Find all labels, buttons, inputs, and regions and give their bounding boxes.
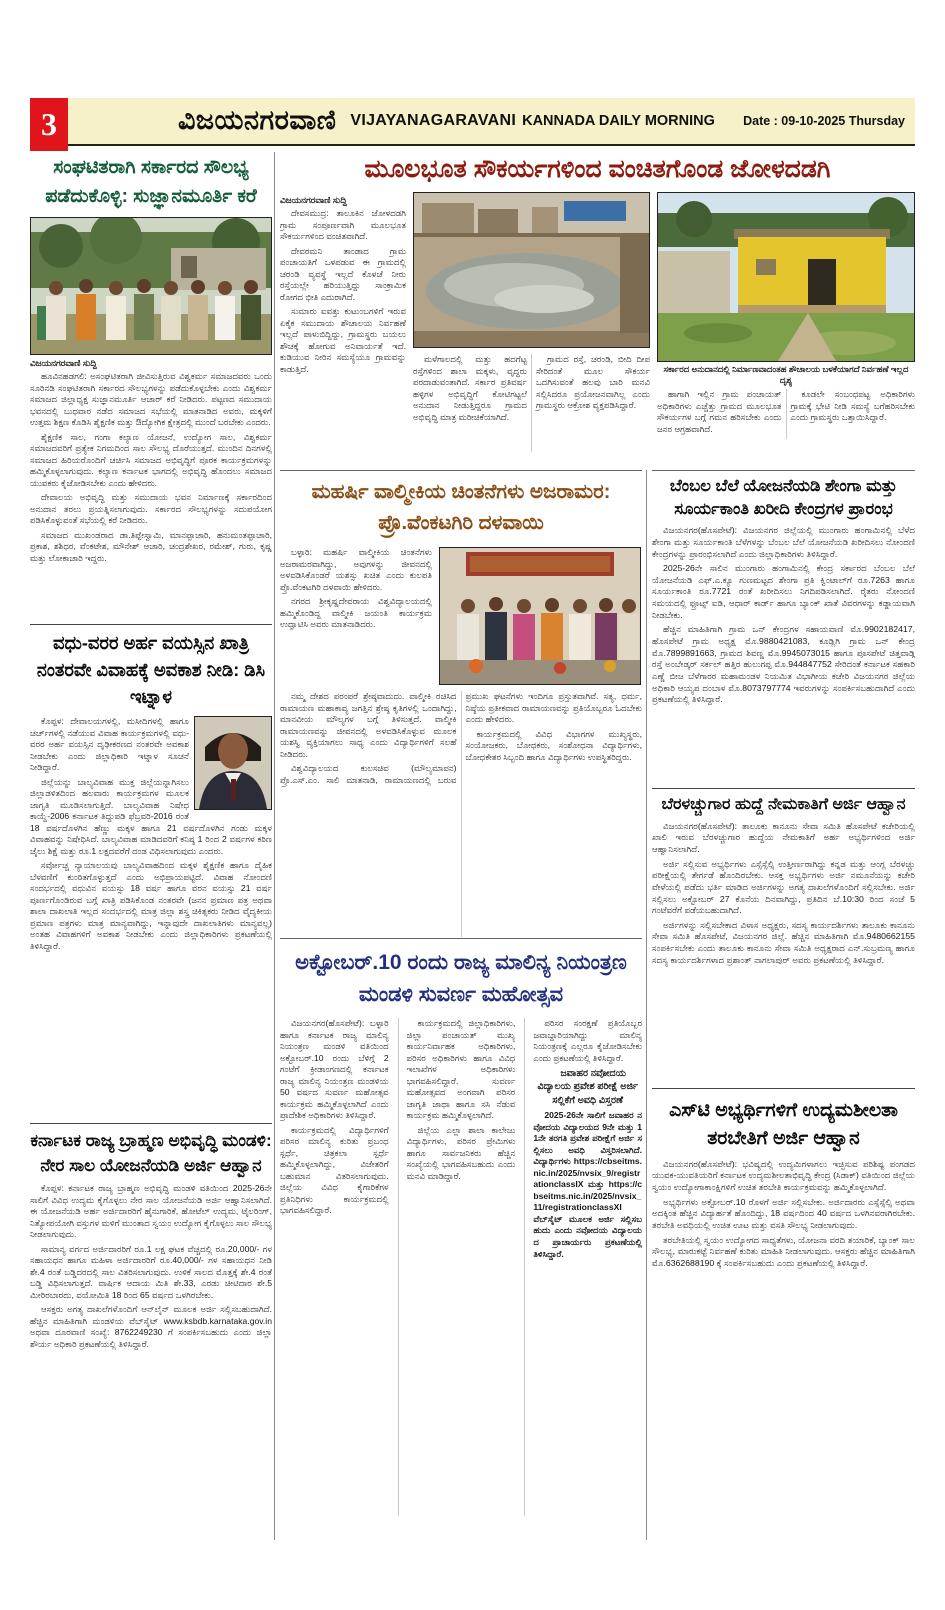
section-divider <box>30 1123 272 1124</box>
valmiki-article <box>280 470 642 937</box>
paragraph: ದೇವಾಲಯ ಅಭಿವೃದ್ಧಿ ಮತ್ತು ಸಮುದಾಯ ಭವನ ನಿರ್ಮಾಣಕ್ಕೆ ಸರ್ಕಾರದಿಂದ ಅನುದಾನ ತರಲು ಪ್ರಯತ್ನಿಸಲಾಗುವುದು. ಸರ್ಕಾರದ ಸೌಲಭ್ಯಗಳನ್ನು ಸದುಪಯೋಗ ಪಡಿಸಿಕೊಳ್ಳುವಂತೆ ಸಭೆಯಲ್ಲಿ ಕರೆ ನೀಡಿದರು. <box>30 492 272 526</box>
paragraph: ವಿಶ್ವವಿದ್ಯಾಲಯದ ಕುಲಸಚಿವ (ಮೌಲ್ಯಮಾಪನ) ಪ್ರೊ.ಎಸ್.ಎಂ. ಸಾಲಿ ಮಾತನಾಡಿ, ರಾಮಾಯಣದಲ್ಲಿ ಬರುವ ಪ್ರಮುಖ ಘಟನೆಗಳು ಇಂದಿಗೂ ಪ್ರಸ್ತುತವಾಗಿವೆ. ಸತ್ಯ, ಧರ್ಮ, ನಿಷ್ಠೆಯ ಪ್ರತೀಕವಾದ ರಾಮಾಯಣವನ್ನು ಪ್ರತಿಯೊಬ್ಬರೂ ಓದಬೇಕು ಎಂದು ಹೇಳಿದರು. <box>280 691 642 785</box>
column-rule-left <box>274 152 275 1540</box>
main-article-col1 <box>280 192 406 454</box>
left-column <box>30 152 272 1542</box>
paragraph: ಕಾರ್ಯಕ್ರಮದಲ್ಲಿ ವಿವಿಧ ವಿಭಾಗಗಳ ಮುಖ್ಯಸ್ಥರು, ಸಂಯೋಜಕರು, ಬೋಧಕರು, ಸಂಶೋಧನಾ ವಿದ್ಯಾರ್ಥಿಗಳು, ಬೋಧಕೇತರ ಸಿಬ್ಬಂದಿ ಹಾಗೂ ವಿದ್ಯಾರ್ಥಿಗಳು ಉಪಸ್ಥಿತರಿದ್ದರು. <box>465 728 642 762</box>
paragraph: ನಗರದ ಶ್ರೀಕೃಷ್ಣದೇವರಾಯ ವಿಶ್ವವಿದ್ಯಾಲಯದಲ್ಲಿ ಹಮ್ಮಿಕೊಂಡಿದ್ದ ವಾಲ್ಮೀಕಿ ಜಯಂತಿ ಕಾರ್ಯಕ್ರಮ ಉದ್ಘಾಟಿಸಿ ಅವರು ಮಾತನಾಡಿದರು. <box>280 596 432 630</box>
paragraph: ಗ್ರಾಮದ ರಸ್ತೆ, ಚರಂಡಿ, ಬೀದಿ ದೀಪ ಸೇರಿದಂತೆ ಮೂಲ ಸೌಕರ್ಯ ಒದಗಿಸುವಂತೆ ಹಲವು ಬಾರಿ ಮನವಿ ಸಲ್ಲಿಸಿದರೂ ಪ್ರಯೋಜನವಾಗಿಲ್ಲ ಎಂದು ಗ್ರಾಮಸ್ಥರು ಆಕ್ರೋಶ ವ್ಯಕ್ತಪಡಿಸಿದ್ದಾರೆ. <box>536 354 650 411</box>
paragraph: ವಿಜಯನಗರ(ಹೊಸಪೇಟೆ): ವಿಜಯನಗರ ಜಿಲ್ಲೆಯಲ್ಲಿ ಮುಂಗಾರು ಹಂಗಾಮಿನಲ್ಲಿ ಬೆಳೆದ ಶೇಂಗಾ ಮತ್ತು ಸೂರ್ಯಕಾಂತಿ ಬೆಳೆಗಳನ್ನು ಬೆಂಬಲ ಬೆಲೆ ಯೋಜನೆಯಡಿ ಖರೀದಿಸಲು ನೋಂದಣಿ ಕೇಂದ್ರಗಳನ್ನು ಪ್ರಾರಂಭಿಸಲಾಗಿದೆ ಎಂದು ಜಿಲ್ಲಾಧಿಕಾರಿಗಳು ತಿಳಿಸಿದ್ದಾರೆ. <box>652 525 915 559</box>
page-number: 3 <box>41 106 57 142</box>
paragraph: ಮಳೆಗಾಲದಲ್ಲಿ ಮತ್ತು ಹದಗೆಟ್ಟ ರಸ್ತೆಗಳಿಂದ ಶಾಲಾ ಮಕ್ಕಳು, ವೃದ್ಧರು ಪರದಾಡುವಂತಾಗಿದೆ. ಸರ್ಕಾರ ಪ್ರತಿವರ್ಷ ಹಳ್ಳಿಗಳ ಅಭಿವೃದ್ಧಿಗೆ ಕೋಟಿಗಟ್ಟಲೆ ಅನುದಾನ ನೀಡುತ್ತಿದ್ದರೂ ಗ್ರಾಮದ ಅಭಿವೃದ್ಧಿ ಮಾತ್ರ ಮರೀಚಿಕೆಯಾಗಿದೆ. <box>413 354 527 422</box>
paragraph: ಹಾಗಾಗಿ ಇಲ್ಲಿನ ಗ್ರಾಮ ಪಂಚಾಯತ್ ಅಧಿಕಾರಿಗಳು ಎಚ್ಚೆತ್ತು ಗ್ರಾಮದ ಮೂಲಭೂತ ಸೌಕರ್ಯಗಳ ಬಗ್ಗೆ ಗಮನ ಹರಿಸಬೇಕು ಎಂದು ಜನರ ಆಗ್ರಹವಾಗಿದೆ. <box>657 389 782 434</box>
photo-toilet-building <box>657 192 915 362</box>
pollution-col2 <box>398 1018 516 1516</box>
photo-caption-toilet: ಸರ್ಕಾರದ ಅನುದಾನದಲ್ಲಿ ನಿರ್ಮಾಣವಾದಂತಹ ಶೌಚಾಲಯ ಬಳಕೆಯಾಗದೆ ನಿರ್ವಹಣೆ ಇಲ್ಲದ ದೃಶ್ಯ <box>663 364 909 386</box>
headline-brahmin: ಕರ್ನಾಟಕ ರಾಜ್ಯ ಬ್ರಾಹ್ಮಣ ಅಭಿವೃದ್ಧಿ ಮಂಡಳಿ: ನೇರ ಸಾಲ ಯೋಜನೆಯಡಿ ಅರ್ಜಿ ಆಹ್ವಾನ <box>30 1131 272 1175</box>
paragraph: ಕಾರ್ಯಕ್ರಮದಲ್ಲಿ ವಿದ್ಯಾರ್ಥಿಗಳಿಗೆ ಪರಿಸರ ಮಾಲಿನ್ಯ ಕುರಿತು ಪ್ರಬಂಧ ಸ್ಪರ್ಧೆ, ಚಿತ್ರಕಲಾ ಸ್ಪರ್ಧೆ ಹಮ್ಮಿಕೊಳ್ಳಲಾಗಿದ್ದು, ವಿಜೇತರಿಗೆ ಬಹುಮಾನ ವಿತರಿಸಲಾಗುವುದು. ಜಿಲ್ಲೆಯ ವಿವಿಧ ಕೈಗಾರಿಕೆಗಳ ಪ್ರತಿನಿಧಿಗಳು ಕಾರ್ಯಕ್ರಮದಲ್ಲಿ ಭಾಗವಹಿಸಲಿದ್ದಾರೆ. <box>280 1124 389 1216</box>
article-body-st-training <box>652 1159 915 1489</box>
paragraph: ವಿಜಯನಗರ(ಹೊಸಪೇಟೆ): ತಾಲೂಕು ಕಾನೂನು ಸೇವಾ ಸಮಿತಿ ಹೊಸಪೇಟೆ ಕಚೇರಿಯಲ್ಲಿ ಖಾಲಿ ಇರುವ ಬೆರಳಚ್ಚುಗಾರ ಹುದ್ದೆಯ ನೇಮಕಾತಿಗೆ ಅರ್ಹ ಅಭ್ಯರ್ಥಿಗಳಿಂದ ಅರ್ಜಿ ಆಹ್ವಾನಿಸಲಾಗಿದೆ. <box>652 820 915 854</box>
date-line: Date : 09-10-2025 Thursday <box>743 114 905 128</box>
article-body-support-price <box>652 525 915 783</box>
paragraph: ನಮ್ಮ ದೇಶದ ಪರಂಪರೆ ಶ್ರೇಷ್ಠವಾದುದು. ವಾಲ್ಮೀಕಿ ರಚಿಸಿದ ರಾಮಾಯಣ ಮಹಾಕಾವ್ಯ ಜಗತ್ತಿನ ಶ್ರೇಷ್ಠ ಕೃತಿಗಳಲ್ಲಿ ಒಂದಾಗಿದ್ದು, ಮಾನವೀಯ ಮೌಲ್ಯಗಳ ಬಗ್ಗೆ ತಿಳಿಸುತ್ತದೆ. ವಾಲ್ಮೀಕಿ ರಾಮಾಯಣವನ್ನು ಜೀವನದಲ್ಲಿ ಅಳವಡಿಸಿಕೊಳ್ಳುವ ಮೂಲಕ ಯಶಸ್ವಿ ವ್ಯಕ್ತಿಯಾಗಲು ಸಾಧ್ಯ ಎಂದು ವಿದ್ಯಾರ್ಥಿಗಳಿಗೆ ಸಲಹೆ ನೀಡಿದರು. <box>280 691 457 759</box>
paragraph: ದೇವರಮನಿ ತಾಂಡಾದ ಗ್ರಾಮ ಪಂಚಾಯತಿಗೆ ಒಳಪಡುವ ಈ ಗ್ರಾಮದಲ್ಲಿ ಚರಂಡಿ ವ್ಯವಸ್ಥೆ ಇಲ್ಲದೆ ಕೊಳಚೆ ನೀರು ರಸ್ತೆಯಲ್ಲೇ ಹರಿಯುತ್ತಿದ್ದು ಸಾಂಕ್ರಾಮಿಕ ರೋಗದ ಭೀತಿ ಎದುರಾಗಿದೆ. <box>280 245 406 302</box>
sub-headline-navodaya: ಜವಾಹರ ನವೋದಯ ವಿದ್ಯಾಲಯ ಪ್ರವೇಶ ಪರೀಕ್ಷೆ ಅರ್ಜಿ ಸಲ್ಲಿಕೆಗೆ ಅವಧಿ ವಿಸ್ತರಣೆ <box>537 1068 638 1106</box>
paragraph: ದೇವಸಮುದ್ರ: ತಾಲೂಕಿನ ಜೋಳದಡಗಿ ಗ್ರಾಮ ಸಂಪೂರ್ಣವಾಗಿ ಮೂಲಭೂತ ಸೌಕರ್ಯಗಳಿಂದ ವಂಚಿತವಾಗಿದೆ. <box>280 208 406 242</box>
headline-support-price: ಬೆಂಬಲ ಬೆಲೆ ಯೋಜನೆಯಡಿ ಶೇಂಗಾ ಮತ್ತು ಸೂರ್ಯಕಾಂತಿ ಖರೀದಿ ಕೇಂದ್ರಗಳ ಪ್ರಾರಂಭ <box>669 477 898 519</box>
right-column <box>652 470 915 1543</box>
article-body-marriage <box>30 716 272 1118</box>
main-article-mid <box>413 192 650 454</box>
paragraph: ಶೈಕ್ಷಣಿಕ ಸಾಲ, ಗಂಗಾ ಕಲ್ಯಾಣ ಯೋಜನೆ, ಉದ್ಯೋಗ ಸಾಲ, ವಿಶ್ವಕರ್ಮ ಸಮಾಜದವರಿಗೆ ಪ್ರತ್ಯೇಕ ನಿಗಮದಿಂದ ಸಾಲ ಸೌಲಭ್ಯ ದೊರೆಯುತ್ತದೆ. ಮುಂದಿನ ದಿನಗಳಲ್ಲಿ ಸಮಾಜದ ಹಿರಿಯರೊಂದಿಗೆ ಚರ್ಚಿಸಿ ಸಮಾಜದ ಅಭಿವೃದ್ಧಿಗೆ ಪೂರಕ ಕಾರ್ಯಕ್ರಮಗಳನ್ನು ಹಮ್ಮಿಕೊಳ್ಳಲಾಗುವುದು. ಕಲ್ಯಾಣ ಕರ್ನಾಟಕ ಭಾಗದಲ್ಲಿ ಅಭಿವೃದ್ಧಿ ಹೊಂದಲು ಸಮಾಜದ ಯುವಕರು ಕೈಜೋಡಿಸಬೇಕು ಎಂದು ಹೇಳಿದರು. <box>30 431 272 488</box>
masthead-english-subtitle: KANNADA DAILY MORNING <box>522 113 715 129</box>
main-article-right-text <box>657 389 915 439</box>
section-divider <box>652 788 915 789</box>
masthead-kannada-title: ವಿಜಯನಗರವಾಣಿ <box>178 105 337 135</box>
headline-facilities: ಸಂಘಟಿತರಾಗಿ ಸರ್ಕಾರದ ಸೌಲಭ್ಯ ಪಡೆದುಕೊಳ್ಳಿ: ಸುಜ್ಞಾನಮೂರ್ತಿ ಕರೆ <box>45 157 257 207</box>
paragraph: ಬಳ್ಳಾರಿ: ಮಹರ್ಷಿ ವಾಲ್ಮೀಕಿಯ ಚಿಂತನೆಗಳು ಅಜರಾಮರವಾಗಿದ್ದು, ಅವುಗಳನ್ನು ಜೀವನದಲ್ಲಿ ಅಳವಡಿಸಿಕೊಂಡರೆ ಯಶಸ್ಸು ಖಚಿತ ಎಂದು ಕುಲಪತಿ ಪ್ರೊ.ವೆಂಕಟಗಿರಿ ದಳವಾಯಿ ಹೇಳಿದರು. <box>280 547 432 592</box>
paragraph: ಸಾಮಾನ್ಯ ವರ್ಗದ ಅರ್ಜಿದಾರರಿಗೆ ರೂ.1 ಲಕ್ಷ ಘಟಕ ವೆಚ್ಚದಲ್ಲಿ ರೂ.20,000/- ಗಳ ಸಹಾಯಧನ ಹಾಗೂ ಮಹಿಳಾ ಅರ್ಜಿದಾರರಿಗೆ ರೂ.40,000/- ಗಳ ಸಹಾಯಧನ ನೀಡಿ ಶೇ.4 ರಂತೆ ಬಡ್ಡಿದರದಲ್ಲಿ ಸಾಲ ವಿತರಿಸಲಾಗುವುದು. ಉಳಿಕೆ ಸಾಲದ ಮೊತ್ತಕ್ಕೆ ಶೇ.4 ರಂತೆ ಬಡ್ಡಿ ವಿಧಿಸಲಾಗುತ್ತದೆ. ವಾರ್ಷಿಕ ಆದಾಯ ಮಿತಿ ಶೇ.33, ಎರಡು ಚೀಟಿದಾರ ಶೇ.5 ಮೀರಿರಬಾರದು, ವಯೋಮಿತಿ 18 ರಿಂದ 65 ವರ್ಷದ ಒಳಗಿರಬೇಕು. <box>30 1243 272 1300</box>
main-article <box>280 150 915 454</box>
headline-pollution: ಅಕ್ಟೋಬರ್.10 ರಂದು ರಾಜ್ಯ ಮಾಲಿನ್ಯ ನಿಯಂತ್ರಣ ಮಂಡಳಿ ಸುವರ್ಣ ಮಹೋತ್ಸವ <box>295 951 627 1006</box>
paragraph: ಹೆಚ್ಚಿನ ಮಾಹಿತಿಗಾಗಿ ಗ್ರಾಮ ಒನ್ ಕೇಂದ್ರಗಳ ಸಹಾಯವಾಣಿ ಮೊ.9902182417, ಹೊಸಪೇಟೆ ಗ್ರಾಮ ಅಧ್ಯಕ್ಷ ಮೊ.9880421083, ಕೂಡ್ಲಿಗಿ ಗ್ರಾಮ ಒನ್ ಕೇಂದ್ರ ಮೊ.7899891663, ಗ್ರಾಮದ ಶಿವಣ್ಣ ಮೊ.9945073015 ಹಾಗೂ ಪೂಸಪೇಟೆ ಚಿತ್ತವಾಡ್ಗಿ ರಸ್ತೆ ಅಂಬೇಡ್ಕರ್ ಸರ್ಕಲ್ ಹತ್ತಿರ ಹುಲುಗಪ್ಪ ಮೊ.944847752 ಸೇರಿದಂತೆ ಕರ್ನಾಟಕ ಸಹಕಾರಿ ಎಣ್ಣೆ ಬೀಜ ಬೆಳೆಗಾರರ ಮಹಾಮಂಡಳ ನಿಯಮಿತ ವಿಭಾಗೀಯ ಕಚೇರಿ ವಿಜಯನಗರ ಜಿಲ್ಲೆಯ ಅಧಿಕಾರಿ ಆಯ್ಯಪ ದಂಬಾಳ ಮೊ.8073797774 ಇವರುಗಳನ್ನು ಸಂಪರ್ಕಿಸಬಹುದಾಗಿದೆ ಎಂದು ಪ್ರಕಟಣೆಯಲ್ಲಿ ತಿಳಿಸಿದ್ದಾರೆ. <box>652 624 915 705</box>
pollution-col1 <box>280 1018 389 1516</box>
paragraph: ಜಿಲ್ಲೆಯನ್ನು ಬಾಲ್ಯವಿವಾಹ ಮುಕ್ತ ಜಿಲ್ಲೆಯನ್ನಾಗಿಸಲು ಜಿಲ್ಲಾಡಳಿತದಿಂದ ಹಲವಾರು ಕಾರ್ಯಕ್ರಮಗಳ ಮೂಲಕ ಜಾಗೃತಿ ಮೂಡಿಸಲಾಗುತ್ತಿದೆ. ಬಾಲ್ಯವಿವಾಹ ನಿಷೇಧ ಕಾಯ್ದೆ-2006 ಕರ್ನಾಟಕ ತಿದ್ದುಪಡಿ ಫೆಬ್ರವರಿ-2016 ರಂತೆ 18 ವರ್ಷದೊಳಗಿನ ಹೆಣ್ಣು ಮಕ್ಕಳ ಹಾಗೂ 21 ವರ್ಷದೊಳಗಿನ ಗಂಡು ಮಕ್ಕಳ ವಿವಾಹವನ್ನು ನಿಷೇಧಿಸಿದೆ. ಬಾಲ್ಯವಿವಾಹ ಮಾಡಿದವರಿಗೆ ಕನಿಷ್ಠ 1 ರಿಂದ 2 ವರ್ಷಗಳ ಕಠಿಣ ಜೈಲು ಶಿಕ್ಷೆ ಮತ್ತು ರೂ.1 ಲಕ್ಷದವರೆಗೆ ದಂಡ ವಿಧಿಸಲಾಗುವುದು ಎಂದರು. <box>30 776 272 856</box>
photo-portrait-dc <box>194 716 272 810</box>
paragraph: ಜಿಲ್ಲೆಯ ಎಲ್ಲಾ ಶಾಲಾ ಕಾಲೇಜು ವಿದ್ಯಾರ್ಥಿಗಳು, ಪರಿಸರ ಪ್ರೇಮಿಗಳು ಹಾಗೂ ಸಾರ್ವಜನಿಕರು ಹೆಚ್ಚಿನ ಸಂಖ್ಯೆಯಲ್ಲಿ ಭಾಗವಹಿಸಬಹುದು ಎಂದು ಮನವಿ ಮಾಡಿದ್ದಾರೆ. <box>406 1124 516 1181</box>
paragraph: ಕೊಪ್ಪಳ: ದೇವಾಲಯಗಳಲ್ಲಿ, ಮಸೀದಿಗಳಲ್ಲಿ ಹಾಗೂ ಚರ್ಚ್‌ಗಳಲ್ಲಿ ನಡೆಯುವ ವಿವಾಹ ಕಾರ್ಯಕ್ರಮಗಳಲ್ಲಿ ವಧು-ವರರ ಅರ್ಹ ವಯಸ್ಸಿನ ದೃಢೀಕರಣದ ನಂತರವೇ ಅವಕಾಶ ನೀಡಬೇಕು ಎಂದು ಜಿಲ್ಲಾಧಿಕಾರಿ ಇಟ್ನಾಳ ಸೂಚನೆ ನೀಡಿದ್ದಾರೆ. <box>30 716 189 773</box>
paragraph: ಹೂವಿನಹಡಗಲಿ: ಅಸಂಘಟಿತರಾಗಿ ಜೀವಿಸುತ್ತಿರುವ ವಿಶ್ವಕರ್ಮ ಸಮಾಜದವರು ಒಂದು ಸೂರಿನಡಿ ಸಂಘಟಿತರಾಗಿ ಸರ್ಕಾರದ ಸೌಲಭ್ಯಗಳನ್ನು ಪಡೆದುಕೊಳ್ಳಬೇಕು ಎಂದು ವಿಶ್ವಕರ್ಮ ಸಮಾಜದ ಜಿಲ್ಲಾಧ್ಯಕ್ಷ ಸುಜ್ಞಾನಮೂರ್ತಿ ಆಚಾರ್ ಕರೆ ನೀಡಿದರು. ಪಟ್ಟಣದ ಸಮುದಾಯ ಭವನದಲ್ಲಿ ಬುಧವಾರ ನಡೆದ ಸಮಾಜದ ಸಭೆಯಲ್ಲಿ ಮಾತನಾಡಿದ ಅವರು, ಮಕ್ಕಳಿಗೆ ಉತ್ತಮ ಶಿಕ್ಷಣ ಕೊಡಿಸಿ ಶೈಕ್ಷಣಿಕ ಮತ್ತು ಔದ್ಯೋಗಿಕ ಕ್ಷೇತ್ರದಲ್ಲಿ ಮುಂದೆ ಬರಬೇಕು ಎಂದರು. <box>30 371 272 428</box>
paragraph: 2025-26ನೇ ಸಾಲಿನ ಮುಂಗಾರು ಹಂಗಾಮಿನಲ್ಲಿ ಕೇಂದ್ರ ಸರ್ಕಾರದ ಬೆಂಬಲ ಬೆಲೆ ಯೋಜನೆಯಡಿ ಎಫ್.ಎ.ಕ್ಯೂ ಗುಣಮಟ್ಟದ ಶೇಂಗಾ ಪ್ರತಿ ಕ್ವಿಂಟಾಲ್‌ಗೆ ರೂ.7263 ಹಾಗೂ ಸೂರ್ಯಕಾಂತಿ ರೂ.7721 ರಂತೆ ಖರೀದಿಸಲು ನಿಗದಿಪಡಿಸಲಾಗಿದೆ. ರೈತರು ನೋಂದಣಿ ಸಮಯದಲ್ಲಿ ಫ್ರೂಟ್ಸ್ ಐಡಿ, ಆಧಾರ್ ಕಾರ್ಡ್ ಹಾಗೂ ಬ್ಯಾಂಕ್ ಖಾತೆ ವಿವರಗಳನ್ನು ಕಡ್ಡಾಯವಾಗಿ ನೀಡಬೇಕು. <box>652 563 915 620</box>
byline-joladadagi: ವಿಜಯನಗರವಾಣಿ ಸುದ್ದಿ <box>280 195 347 205</box>
photo-valmiki-event <box>439 547 641 685</box>
page-number-badge <box>30 98 68 151</box>
headline-st-training: ಎಸ್‌ಟಿ ಅಭ್ಯರ್ಥಿಗಳಿಗೆ ಉದ್ಯಮಶೀಲತಾ ತರಬೇತಿಗೆ ಅರ್ಜಿ ಆಹ್ವಾನ <box>669 1099 898 1150</box>
paragraph: ಅರ್ಜಿಗಳನ್ನು ಸಲ್ಲಿಸಬೇಕಾದ ವಿಳಾಸ ಅಧ್ಯಕ್ಷರು, ಸದಸ್ಯ ಕಾರ್ಯದರ್ಶಿಗಳು ತಾಲೂಕು ಕಾನೂನು ಸೇವಾ ಸಮಿತಿ ಹೊಸಪೇಟೆ, ವಿಜಯನಗರ ಜಿಲ್ಲೆ. ಹೆಚ್ಚಿನ ಮಾಹಿತಿಗಾಗಿ ಮೊ.9480662155 ಸಂಪರ್ಕಿಸಬೇಕು ಎಂದು ತಾಲೂಕು ಕಾನೂನು ಸೇವಾ ಸಮಿತಿ ಅಧ್ಯಕ್ಷರಾದ ಎನ್.ಸುಬ್ರಮಣ್ಯ ಹಾಗೂ ಸದಸ್ಯ ಕಾರ್ಯದರ್ಶಿಗಳಾದ ಪ್ರಶಾಂತ್ ನಾಗಲಾಪುರ್ ಅವರು ಪ್ರಕಟಣೆಯಲ್ಲಿ ತಿಳಿಸಿದ್ದಾರೆ. <box>652 919 915 965</box>
paragraph: ತರಬೇತಿಯಲ್ಲಿ ಸ್ವಯಂ ಉದ್ಯೋಗದ ಸಾಧ್ಯತೆಗಳು, ಯೋಜನಾ ವರದಿ ತಯಾರಿಕೆ, ಬ್ಯಾಂಕ್ ಸಾಲ ಸೌಲಭ್ಯ, ಮಾರುಕಟ್ಟೆ ನಿರ್ವಹಣೆ ಕುರಿತು ಮಾಹಿತಿ ನೀಡಲಾಗುವುದು. ಆಸಕ್ತರು ಹೆಚ್ಚಿನ ಮಾಹಿತಿಗಾಗಿ ಮೊ.6362688190 ಕ್ಕೆ ಸಂಪರ್ಕಿಸಬಹುದು ಎಂದು ಪ್ರಕಟಣೆಯಲ್ಲಿ ತಿಳಿಸಿದ್ದಾರೆ. <box>652 1234 915 1268</box>
headline-valmiki: ಮಹರ್ಷಿ ವಾಲ್ಮೀಕಿಯ ಚಿಂತನೆಗಳು ಅಜರಾಮರ: ಪ್ರೊ.ವೆಂಕಟಗಿರಿ ದಳವಾಯಿ <box>311 481 611 534</box>
pollution-article <box>280 938 642 1543</box>
section-divider <box>652 1088 915 1089</box>
masthead-band <box>68 98 915 146</box>
paragraph: ಸಮಾಜದ ಮುಖಂಡರಾದ ಡಾ.ತಿಪ್ಪೇಸ್ವಾಮಿ, ಮಾನಪ್ಪಾಚಾರಿ, ಹನುಮಂತಪ್ಪಾಚಾರಿ, ಪ್ರಕಾಶ, ಶಶಿಧರ, ವೆಂಕಟೇಶ, ಮೌನೇಶ್ ಆಚಾರಿ, ಚಂದ್ರಶೇಖರ, ರಮೇಶ್, ಗುರು, ಕೃಷ್ಣ ಮತ್ತು ಲೋಕಾಚಾರಿ ಇದ್ದರು. <box>30 529 272 563</box>
main-article-mid-text <box>413 354 650 452</box>
valmiki-intro-col <box>280 547 432 685</box>
paragraph: ವಿಜಯನಗರ(ಹೊಸಪೇಟೆ): ಬಳ್ಳಾರಿ ಹಾಗೂ ಕರ್ನಾಟಕ ರಾಜ್ಯ ಮಾಲಿನ್ಯ ನಿಯಂತ್ರಣ ಮಂಡಳಿ ವತಿಯಿಂದ ಅಕ್ಟೋಬರ್.10 ರಂದು ಬೆಳಿಗ್ಗೆ 2 ಗಂಟೆಗೆ ಕ್ರೀಡಾಂಗಣದಲ್ಲಿ ಕರ್ನಾಟಕ ರಾಜ್ಯ ಮಾಲಿನ್ಯ ನಿಯಂತ್ರಣ ಮಂಡಳಿಯ 50 ವರ್ಷದ ಸುವರ್ಣ ಮಹೋತ್ಸವ ಕಾರ್ಯಕ್ರಮ ಹಮ್ಮಿಕೊಳ್ಳಲಾಗಿದೆ ಎಂದು ಪ್ರಾದೇಶಿಕ ಅಧಿಕಾರಿಗಳು ತಿಳಿಸಿದ್ದಾರೆ. <box>280 1018 389 1121</box>
paragraph: ಆಸಕ್ತರು ಅಗತ್ಯ ದಾಖಲೆಗಳೊಂದಿಗೆ ಆನ್‌ಲೈನ್ ಮೂಲಕ ಅರ್ಜಿ ಸಲ್ಲಿಸಬಹುದಾಗಿದೆ. ಹೆಚ್ಚಿನ ಮಾಹಿತಿಗಾಗಿ ಮಂಡಳಿಯ ವೆಬ್‌ಸೈಟ್ www.ksbdb.karnataka.gov.in ಅಥವಾ ದೂರವಾಣಿ ಸಂಖ್ಯೆ: 8762249230 ಗೆ ಸಂಪರ್ಕಿಸಬಹುದು ಎಂದು ಜಿಲ್ಲಾ ಶೌರ್ಯ ಅಧಿಕಾರಿ ಪ್ರಕಟಣೆಯಲ್ಲಿ ತಿಳಿಸಿದ್ದಾರೆ. <box>30 1304 272 1349</box>
paragraph: ಅಭ್ಯರ್ಥಿಗಳು ಅಕ್ಟೋಬರ್.10 ರೊಳಗೆ ಅರ್ಜಿ ಸಲ್ಲಿಸಬೇಕು. ಅರ್ಜಿದಾರರು ಎಸ್ಸೆಸ್ಸೆಲ್ಸಿ ಅಥವಾ ಅದಕ್ಕಿಂತ ಹೆಚ್ಚಿನ ವಿದ್ಯಾರ್ಹತೆ ಹೊಂದಿದ್ದು, 18 ವರ್ಷದಿಂದ 40 ವರ್ಷದ ಒಳಗಿನವರಾಗಿರಬೇಕು. ತರಬೇತಿ ಅವಧಿಯಲ್ಲಿ ಉಚಿತ ಊಟ ಮತ್ತು ವಸತಿ ಸೌಲಭ್ಯ ನೀಡಲಾಗುವುದು. <box>652 1196 915 1230</box>
paragraph: ಸುಮಾರು ಐವತ್ತು ಕುಟುಂಬಗಳಿಗೆ ಇರುವ ಏಕೈಕ ಸಮುದಾಯ ಶೌಚಾಲಯ ನಿರ್ವಹಣೆ ಇಲ್ಲದೆ ಪಾಳುಬಿದ್ದಿದ್ದು, ಗ್ರಾಮಸ್ಥರು ಬಯಲು ಶೌಚಕ್ಕೆ ಹೋಗುವ ಅನಿವಾರ್ಯತೆ ಇದೆ. ಕುಡಿಯುವ ನೀರಿನ ಸಮಸ್ಯೆಯೂ ಗ್ರಾಮವನ್ನು ಕಾಡುತ್ತಿದೆ. <box>280 306 406 374</box>
article-body-brahmin <box>30 1183 272 1523</box>
paragraph-navodaya-urls: 2025-26ನೇ ಸಾಲಿಗೆ ಜವಾಹರ ನವೋದಯ ವಿದ್ಯಾಲಯದ 9ನೇ ಮತ್ತು 11ನೇ ತರಗತಿ ಪ್ರವೇಶ ಪರೀಕ್ಷೆಗೆ ಅರ್ಜಿ ಸಲ್ಲಿಸಲು ಅವಧಿ ವಿಸ್ತರಿಸಲಾಗಿದೆ. ವಿದ್ಯಾರ್ಥಿಗಳು https://cbseitms.nic.in/2025/nvsix_9/registrationclassIX ಮತ್ತು https://cbseitms.nic.in/2025/nvsix_11/registrationclassXI ವೆಬ್‌ಸೈಟ್ ಮೂಲಕ ಅರ್ಜಿ ಸಲ್ಲಿಸಬಹುದು ಎಂದು ನವೋದಯ ವಿದ್ಯಾಲಯದ ಪ್ರಾಚಾರ್ಯರು ಪ್ರಕಟಣೆಯಲ್ಲಿ ತಿಳಿಸಿದ್ದಾರೆ. <box>533 1110 642 1259</box>
paragraph: ಪರಿಸರ ಸಂರಕ್ಷಣೆ ಪ್ರತಿಯೊಬ್ಬರ ಜವಾಬ್ದಾರಿಯಾಗಿದ್ದು ಮಾಲಿನ್ಯ ನಿಯಂತ್ರಣಕ್ಕೆ ಎಲ್ಲರೂ ಕೈಜೋಡಿಸಬೇಕು ಎಂದು ಪ್ರಕಟಣೆಯಲ್ಲಿ ತಿಳಿಸಿದ್ದಾರೆ. <box>533 1018 642 1063</box>
headline-typist: ಬೆರಳಚ್ಚುಗಾರ ಹುದ್ದೆ ನೇಮಕಾತಿಗೆ ಅರ್ಜಿ ಆಹ್ವಾನ <box>661 796 906 814</box>
byline-facilities: ವಿಜಯನಗರವಾಣಿ ಸುದ್ದಿ <box>30 358 97 368</box>
paragraph: ಸರ್ವೋಚ್ಚ ನ್ಯಾಯಾಲಯವು ಬಾಲ್ಯವಿವಾಹದಿಂದ ಮಕ್ಕಳ ಶೈಕ್ಷಣಿಕ ಹಾಗೂ ದೈಹಿಕ ಬೆಳವಣಿಗೆ ಕುಂಠಿತಗೊಳ್ಳುತ್ತದೆ ಎಂದು ಅಭಿಪ್ರಾಯಪಟ್ಟಿದೆ. ವಿವಾಹ ನೋಂದಣಿ ಸಂದರ್ಭದಲ್ಲಿ ವಧುವಿನ ವಯಸ್ಸು 18 ವರ್ಷ ಹಾಗೂ ವರನ ವಯಸ್ಸು 21 ವರ್ಷ ಪೂರ್ಣಗೊಂಡಿರುವ ಬಗ್ಗೆ ಖಾತ್ರಿ ಪಡಿಸಿಕೊಂಡ ನಂತರವೇ (ಜನನ ಪ್ರಮಾಣ ಪತ್ರ ಅಥವಾ ಶಾಲಾ ದಾಖಲಾತಿ ಇಲ್ಲದ ಸಂದರ್ಭದಲ್ಲಿ ಮಾತ್ರ ಜಿಲ್ಲಾ ಶಸ್ತ್ರ ಚಿಕಿತ್ಸಕರು ನೀಡಿದ ವೈದ್ಯಕೀಯ ಪ್ರಮಾಣ ಪತ್ರಗಳು ಮಾತ್ರ ಮಾನ್ಯವಾಗಿದ್ದು, ಇನ್ನಾವುದೇ ದಾಖಲಾತಿಗಳು ಮಾನ್ಯವಲ್ಲ) ಅಂತಹ ವಿವಾಹಗಳಿಗೆ ಅವಕಾಶ ನೀಡಬೇಕು ಎಂದು ಜಿಲ್ಲಾಧಿಕಾರಿಗಳು ಪ್ರಕಟಣೆಯಲ್ಲಿ ತಿಳಿಸಿದ್ದಾರೆ. <box>30 860 272 951</box>
pollution-col3 <box>524 1018 642 1516</box>
article-body-facilities <box>30 371 272 619</box>
section-divider <box>30 624 272 625</box>
paragraph: ಕಾರ್ಯಕ್ರಮದಲ್ಲಿ ಜಿಲ್ಲಾಧಿಕಾರಿಗಳು, ಜಿಲ್ಲಾ ಪಂಚಾಯತ್ ಮುಖ್ಯ ಕಾರ್ಯನಿರ್ವಾಹಕ ಅಧಿಕಾರಿಗಳು, ಪರಿಸರ ಅಧಿಕಾರಿಗಳು ಹಾಗೂ ವಿವಿಧ ಇಲಾಖೆಗಳ ಅಧಿಕಾರಿಗಳು ಭಾಗವಹಿಸಲಿದ್ದಾರೆ. ಸುವರ್ಣ ಮಹೋತ್ಸವದ ಅಂಗವಾಗಿ ಪರಿಸರ ಜಾಗೃತಿ ಜಾಥಾ ಹಾಗೂ ಸಸಿ ನೆಡುವ ಕಾರ್ಯಕ್ರಮ ಹಮ್ಮಿಕೊಳ್ಳಲಾಗಿದೆ. <box>406 1018 516 1121</box>
paragraph: ಅರ್ಜಿ ಸಲ್ಲಿಸುವ ಅಭ್ಯರ್ಥಿಗಳು ಎಸ್ಸೆಸ್ಸೆಲ್ಸಿ ಉತ್ತೀರ್ಣರಾಗಿದ್ದು ಕನ್ನಡ ಮತ್ತು ಆಂಗ್ಲ ಬೆರಳಚ್ಚು ಪರೀಕ್ಷೆಯಲ್ಲಿ ತೇರ್ಗಡೆ ಹೊಂದಿರಬೇಕು. ಆಸಕ್ತ ಅಭ್ಯರ್ಥಿಗಳು ಅರ್ಜಿ ನಮೂನೆಯನ್ನು ಕಚೇರಿ ವೇಳೆಯಲ್ಲಿ ಪಡೆದು ಭರ್ತಿ ಮಾಡಿದ ಅರ್ಜಿಗಳನ್ನು ಅಗತ್ಯ ದಾಖಲೆಗಳೊಂದಿಗೆ ಸಲ್ಲಿಸಬೇಕು. ಅರ್ಜಿ ಸಲ್ಲಿಸಲು ಅಕ್ಟೋಬರ್ 27 ಕೊನೆಯ ದಿನವಾಗಿದ್ದು, ಪ್ರತಿದಿನ ಬೆ.10:30 ರಿಂದ ಸಂಜೆ 5 ಗಂಟೆವರೆಗೆ ಪಡೆಯಬಹುದಾಗಿದೆ. <box>652 858 915 916</box>
paragraph: ಕೊಪ್ಪಳ: ಕರ್ನಾಟಕ ರಾಜ್ಯ ಬ್ರಾಹ್ಮಣ ಅಭಿವೃದ್ಧಿ ಮಂಡಳಿ ವತಿಯಿಂದ 2025-26ನೇ ಸಾಲಿಗೆ ವಿವಿಧ ಉದ್ಯಮ ಕೈಗೊಳ್ಳಲು ನೇರ ಸಾಲ ಯೋಜನೆಯಡಿ ಅರ್ಜಿ ಆಹ್ವಾನಿಸಲಾಗಿದೆ. ಈ ಯೋಜನೆಯಡಿ ಅರ್ಹ ಅರ್ಜಿದಾರರಿಗೆ ಹೈನುಗಾರಿಕೆ, ಹೋಟೆಲ್ ಉದ್ಯಮ, ಟೈಲರಿಂಗ್, ನಿತ್ಯೋಪಯೋಗಿ ವಸ್ತುಗಳ ಮಳಿಗೆ ಮುಂತಾದ ಸ್ವಯಂ ಉದ್ಯೋಗ ಕೈಗೊಳ್ಳಲು ಸಾಲ ಸೌಲಭ್ಯ ನೀಡಲಾಗುವುದು. <box>30 1183 272 1240</box>
column-rule-right <box>646 470 647 1540</box>
paragraph: ವಿಜಯನಗರ(ಹೊಸಪೇಟೆ): ಭವಿಷ್ಯದಲ್ಲಿ ಉದ್ಯಮಿಗಳಾಗಲು ಇಚ್ಛಿಸುವ ಪರಿಶಿಷ್ಟ ಪಂಗಡದ ಯುವಕ-ಯುವತಿಯರಿಗೆ ಕರ್ನಾಟಕ ಉದ್ಯಮಶೀಲತಾಭಿವೃದ್ಧಿ ಕೇಂದ್ರ (ಸಿಡಾಕ್) ವತಿಯಿಂದ ಜಿಲ್ಲೆಯ ಸ್ವಯಂ ಉದ್ಯೋಗಾಕಾಂಕ್ಷಿಗಳಿಗೆ ಉಚಿತ ತರಬೇತಿ ಕಾರ್ಯಕ್ರಮವನ್ನು ಹಮ್ಮಿಕೊಳ್ಳಲಾಗಿದೆ. <box>652 1158 915 1192</box>
article-body-typist <box>652 821 915 1083</box>
headline-joladadagi: ಮೂಲಭೂತ ಸೌಕರ್ಯಗಳಿಂದ ವಂಚಿತಗೊಂಡ ಜೋಳದಡಗಿ <box>364 155 831 183</box>
photo-community-meeting <box>30 217 272 355</box>
photo-village-road <box>413 192 650 348</box>
masthead-english-title: VIJAYANAGARAVANI <box>350 112 517 129</box>
valmiki-body <box>280 691 642 937</box>
paragraph: ಕೂಡಲೇ ಸಂಬಂಧಪಟ್ಟ ಅಧಿಕಾರಿಗಳು ಗ್ರಾಮಕ್ಕೆ ಭೇಟಿ ನೀಡಿ ಸಮಸ್ಯೆ ಬಗೆಹರಿಸಬೇಕು ಎಂದು ಗ್ರಾಮಸ್ಥರು ಒತ್ತಾಯಿಸಿದ್ದಾರೆ. <box>790 389 915 423</box>
main-article-right <box>657 192 915 454</box>
headline-marriage: ವಧು-ವರರ ಅರ್ಹ ವಯಸ್ಸಿನ ಖಾತ್ರಿ ನಂತರವೇ ವಿವಾಹಕ್ಕೆ ಅವಕಾಶ ನೀಡಿ: ಡಿಸಿ ಇಟ್ನಾಳ <box>36 633 266 707</box>
